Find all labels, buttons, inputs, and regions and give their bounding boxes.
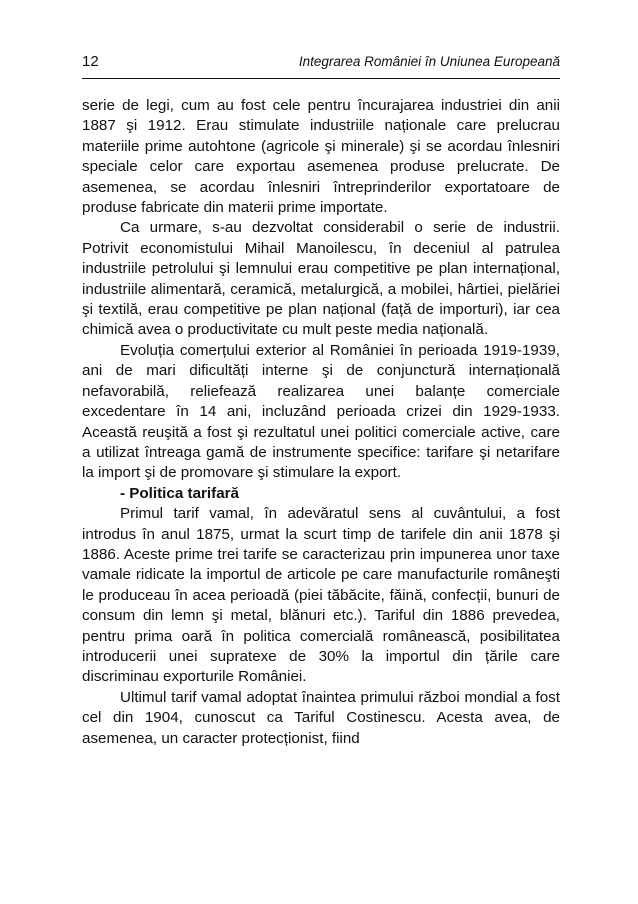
page-header: [82, 52, 560, 74]
body-text: [82, 96, 560, 749]
header-divider: [82, 78, 560, 79]
paragraph-4: Primul tarif vamal, în adevăratul sens al cuvântului, a fost introdus în anul 1875, urmat la scurt timp de tarifele din anii 1878 şi 1886. Aceste prime trei tarife se caracterizau prin impunerea unor taxe vamale ridicate la importul de articole pe care manufacturile româneşti le produceau în acea perioadă (piei tăbăcite, făină, confecții, bunuri de consum din lemn şi metal, blănuri etc.). Tariful din 1886 prevedea, pentru prima oară în politica comercială românească, posibilitatea introducerii unei supratexe de 30% la importul din țările care discriminau exporturile României.: [82, 505, 560, 686]
section-heading: - Politica tarifară: [120, 484, 240, 502]
running-title: Integrarea României în Uniunea Europeană: [298, 54, 560, 69]
paragraph-1: serie de legi, cum au fost cele pentru încurajarea industriei din anii 1887 şi 1912. Erau stimulate industriile naționale care prelucrau materiile prime autohtone (agricole şi minerale) şi se acordau înlesniri speciale celor care exportau asemenea produse prelucrate. De asemenea, se acordau înlesniri întreprinderilor exportatoare de produse fabricate din materii prime importate.: [82, 97, 560, 217]
paragraph-3: Evoluția comerțului exterior al României în perioada 1919-1939, ani de mari dificultăți interne şi de conjunctură internațională nefavorabilă, reliefează realizarea unei balanțe comerciale excedentare în 14 ani, incluzând perioada crizei din 1929-1933. Această reuşită a fost şi rezultatul unei politici comerciale active, care a utilizat întreaga gamă de instrumente specifice: tarifare şi netarifare la import şi de promovare şi stimulare la export.: [82, 341, 560, 482]
page-number: 12: [82, 53, 99, 70]
paragraph-2: Ca urmare, s-au dezvoltat considerabil o serie de industrii. Potrivit economistului Mihail Manoilescu, în deceniul al patrulea industriile petrolului şi lemnului erau competitive pe plan internațional, industriile alimentară, ceramică, metalurgică, a mobilei, hârtiei, pielăriei şi textilă, erau competitive pe plan național (față de importuri), iar cea chimică avea o productivitate cu mult peste media națională.: [82, 219, 560, 339]
paragraph-5: Ultimul tarif vamal adoptat înaintea primului război mondial a fost cel din 1904, cunoscut ca Tariful Costinescu. Acesta avea, de asemenea, un caracter protecționist, fiind: [82, 688, 560, 747]
